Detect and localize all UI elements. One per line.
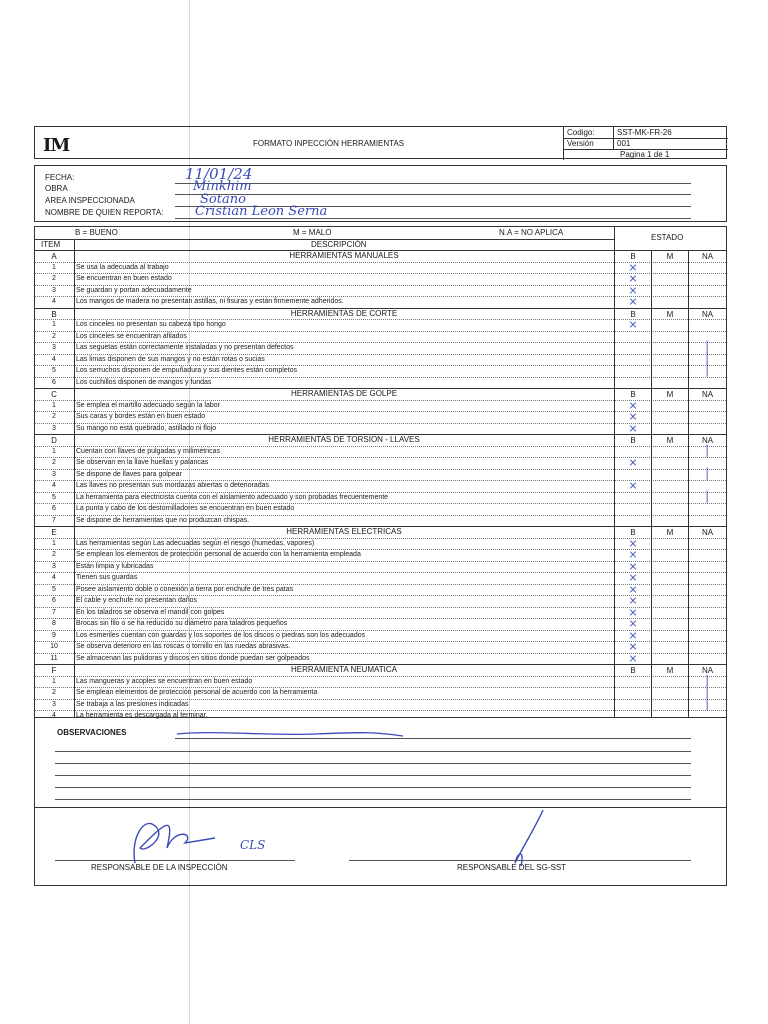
item-number: 1	[52, 321, 56, 328]
col-na-label: NA	[701, 436, 714, 445]
item-number: 3	[52, 286, 56, 294]
item-description: Los cuchillos disponen de mangos y fundas	[76, 378, 212, 386]
check-mark[interactable]: ×	[628, 548, 638, 561]
item-number: 3	[52, 470, 56, 478]
check-mark[interactable]: │	[703, 490, 711, 504]
item-number: 1	[52, 447, 56, 455]
check-mark[interactable]: ×	[628, 640, 638, 653]
check-mark[interactable]: ×	[628, 398, 638, 412]
item-number: 2	[52, 275, 56, 282]
item-description: En los taladros se observa el mandil con golpes	[76, 608, 225, 616]
item-number: 3	[52, 700, 56, 708]
col-m-label: M	[666, 528, 674, 537]
col-m-label: M	[666, 436, 674, 445]
item-number: 3	[52, 344, 56, 351]
fecha-field[interactable]: 11/01/24	[185, 165, 253, 183]
section-title: HERRAMIENTAS DE CORTE	[290, 308, 398, 318]
item-description: La herramienta es descargada al terminar.	[76, 712, 208, 719]
item-number: 1	[52, 677, 56, 685]
item-description: El cable y enchufe no presentan daños	[76, 597, 198, 604]
item-number: 9	[52, 631, 56, 639]
check-mark[interactable]: ×	[628, 651, 638, 665]
section-title: HERRAMIENTAS DE TORSION - LLAVES	[268, 435, 420, 444]
item-description: Están limpia y lubricadas	[76, 562, 154, 570]
obra-label: OBRA	[45, 184, 68, 193]
col-na-label: NA	[701, 390, 714, 399]
code-value: SST-MK-FR-26	[617, 128, 672, 137]
area-label: AREA INSPECCIONADA	[45, 196, 135, 205]
section-header-f	[35, 664, 726, 676]
obra-field[interactable]: Minkhim	[193, 179, 252, 194]
section-id: D	[51, 436, 57, 445]
table-row	[35, 342, 726, 354]
table-row	[35, 457, 726, 469]
item-number: 11	[50, 654, 58, 662]
check-mark[interactable]: ×	[628, 260, 638, 274]
observaciones-label: OBSERVACIONES	[57, 728, 127, 737]
col-m-label: M	[666, 309, 674, 319]
item-description: Se guardan y portan adecuadamente	[76, 286, 192, 294]
legend-malo: M = MALO	[293, 228, 332, 237]
item-description: Se emplean elementos de protección personal de acuerdo con la herramienta	[76, 689, 318, 696]
item-description: Las limas disponen de sus mangos y no están rotas o sucias	[76, 355, 265, 363]
table-row	[35, 676, 726, 688]
item-description: Los esmeriles cuentan con guardas y los soportes de los discos o piedras son los adecuados	[76, 631, 366, 639]
item-number: 4	[52, 712, 56, 719]
check-mark[interactable]: ×	[628, 559, 638, 573]
item-number: 7	[52, 516, 56, 524]
item-description: Su mango no está quebrado, astillado ni flojo	[76, 424, 217, 432]
item-number: 4	[52, 574, 56, 581]
check-mark[interactable]: ×	[628, 582, 638, 596]
check-mark[interactable]: ×	[628, 421, 638, 435]
company-logo: IM	[43, 135, 70, 156]
section-title: HERRAMIENTAS MANUALES	[289, 251, 399, 260]
table-row	[35, 480, 726, 492]
version-label: Versión	[567, 139, 594, 148]
table-row	[35, 423, 726, 435]
item-description: La punta y cabo de los destornilladores se encuentran en buen estado	[76, 505, 295, 512]
check-mark[interactable]: ×	[628, 318, 638, 331]
check-mark[interactable]: ×	[628, 594, 638, 607]
info-box	[34, 165, 727, 222]
item-number: 10	[50, 643, 58, 650]
item-description: Los mangos de madera no presentan astillas, ni fisuras y están firmemente adheridos.	[76, 298, 344, 305]
estado-header: ESTADO	[651, 233, 684, 242]
item-number: 3	[52, 562, 56, 570]
check-mark[interactable]: │	[703, 686, 711, 699]
item-number: 4	[52, 355, 56, 363]
check-mark[interactable]: ×	[628, 536, 638, 550]
item-number: 1	[52, 401, 56, 409]
page-number: Pagina 1 de 1	[620, 150, 670, 159]
check-mark[interactable]: ×	[628, 283, 638, 297]
item-number: 6	[52, 597, 56, 604]
table-row	[35, 296, 726, 308]
check-mark[interactable]: │	[703, 364, 711, 377]
check-mark[interactable]: ×	[628, 456, 638, 469]
check-mark[interactable]: ×	[628, 628, 638, 642]
legend-na: N.A = NO APLICA	[499, 228, 564, 237]
check-mark[interactable]: ×	[628, 272, 638, 285]
item-number: 6	[52, 505, 56, 512]
item-description: Cuentan con llaves de pulgadas y milimétricas	[76, 447, 220, 455]
item-number: 8	[52, 620, 56, 627]
item-number: 2	[52, 459, 56, 466]
item-description: Se dispone de llaves para golpear	[76, 470, 182, 478]
observaciones-box	[34, 718, 727, 808]
item-description: Las seguetas están correctamente instaladas y no presentan defectos	[76, 344, 294, 351]
code-label: Codigo:	[567, 128, 595, 137]
item-description: Se emplea el martillo adecuado según la labor	[76, 401, 220, 409]
table-row	[35, 377, 726, 389]
check-mark[interactable]: ×	[628, 410, 638, 423]
item-number: 2	[52, 332, 56, 340]
signature-left	[105, 808, 245, 868]
item-number: 3	[52, 424, 56, 432]
col-na-label: NA	[701, 252, 714, 261]
item-number: 5	[52, 367, 56, 374]
item-description: Las llaves no presentan sus mordazas abiertas o deterioradas	[76, 482, 269, 489]
table-row	[35, 699, 726, 711]
col-na-label: NA	[701, 309, 714, 319]
table-row	[35, 492, 726, 504]
col-b-label: B	[630, 309, 636, 319]
table-row	[35, 354, 726, 366]
item-description: Se emplean los elementos de protección personal de acuerdo con la herramienta empleada	[76, 551, 361, 558]
item-description: Los cinceles no presentan su cabeza tipo hongo	[76, 321, 226, 328]
signature-label-right: RESPONSABLE DEL SG-SST	[457, 863, 567, 872]
table-row	[35, 319, 726, 331]
item-number: 5	[52, 493, 56, 501]
section-id: A	[51, 252, 57, 261]
table-row	[35, 331, 726, 343]
item-description: Las herramientas según Las adecuadas según el riesgo (humedas, vapores)	[76, 539, 315, 547]
section-id: C	[51, 390, 57, 399]
section-title: HERRAMIENTAS ELECTRICAS	[286, 527, 402, 536]
item-header: ITEM	[41, 240, 61, 249]
form-header	[34, 126, 727, 159]
section-header-d	[35, 434, 726, 446]
signature-right	[495, 808, 555, 870]
check-mark[interactable]: ×	[628, 479, 638, 492]
check-mark[interactable]: │	[703, 467, 711, 481]
item-description: Las mangueras y acoples se encuentran en buen estado	[76, 677, 253, 685]
table-row	[35, 653, 726, 665]
item-number: 4	[52, 482, 56, 489]
form-title: FORMATO INPECCIÓN HERRAMIENTAS	[253, 139, 405, 148]
section-title: HERRAMIENTAS DE GOLPE	[290, 389, 398, 398]
table-row	[35, 515, 726, 527]
table-row	[35, 365, 726, 377]
item-description: Se observa deterioro en las roscas o tornillo en las ruedas abrasivas.	[76, 643, 291, 650]
item-description: Se usa la adecuada al trabajo	[76, 263, 169, 271]
item-description: Se trabaja a las presiones indicadas	[76, 700, 189, 708]
check-mark[interactable]: ×	[628, 605, 638, 619]
reporta-field[interactable]: Cristian Leon Serna	[195, 204, 328, 219]
col-m-label: M	[666, 252, 674, 261]
item-description: Se observan en la llave huellas y palancas	[76, 459, 209, 466]
item-number: 1	[52, 263, 56, 271]
item-description: Se encuentran en buen estado	[76, 275, 172, 282]
item-description: Tienen sus guardas	[76, 574, 138, 581]
item-description: Se almacenan las pulidoras y discos en sitios donde puedan ser golpeados	[76, 654, 310, 662]
signature-box	[34, 808, 727, 886]
check-mark[interactable]: │	[703, 341, 711, 354]
check-mark[interactable]: │	[703, 697, 711, 711]
reporta-label: NOMBRE DE QUIEN REPORTA:	[45, 208, 164, 217]
col-b-label: B	[630, 528, 636, 537]
item-number: 5	[52, 585, 56, 593]
signature-label-left: RESPONSABLE DE LA INSPECCIÓN	[91, 863, 228, 872]
col-b-label: B	[630, 436, 636, 445]
item-description: Los serruchos disponen de empuñadura y sus dientes están completos	[76, 367, 298, 374]
check-mark[interactable]: │	[703, 352, 711, 366]
col-b-label: B	[630, 666, 636, 675]
item-number: 2	[52, 551, 56, 558]
item-number: 4	[52, 298, 56, 305]
legend-bueno: B = BUENO	[75, 228, 118, 237]
section-id: E	[51, 528, 57, 537]
check-mark[interactable]: │	[703, 674, 711, 688]
descripcion-header: DESCRIPCIÓN	[311, 240, 367, 249]
fecha-label: FECHA:	[45, 173, 75, 182]
item-number: 6	[52, 378, 56, 386]
section-title: HERRAMIENTA NEUMATICA	[291, 665, 397, 674]
col-b-label: B	[630, 390, 636, 399]
item-description: La herramienta para electricista cuenta con el aislamiento adecuado y son probadas frecuentemente	[76, 493, 389, 501]
item-description: Brocas sin filo o se ha reducido su diámetro para taladros pequeños	[76, 620, 288, 627]
col-b-label: B	[630, 252, 636, 261]
observaciones-scribble	[175, 726, 405, 742]
check-mark[interactable]: ×	[628, 617, 638, 630]
inspection-table	[34, 226, 727, 718]
item-number: 2	[52, 689, 56, 696]
check-mark[interactable]: ×	[628, 571, 638, 584]
col-na-label: NA	[701, 666, 714, 675]
item-number: 7	[52, 608, 56, 616]
item-description: Los cinceles se encuentran afilados	[76, 332, 187, 340]
col-m-label: M	[666, 666, 674, 675]
item-description: Posee aislamiento doble o conexión a tierra por enchufe de tres patas	[76, 585, 294, 593]
area-field[interactable]: Sotano	[200, 192, 246, 207]
item-number: 2	[52, 413, 56, 420]
section-id: B	[51, 309, 57, 319]
table-row	[35, 687, 726, 699]
col-m-label: M	[666, 390, 674, 399]
col-na-label: NA	[701, 528, 714, 537]
item-number: 1	[52, 539, 56, 547]
version-value: 001	[617, 139, 631, 148]
section-id: F	[51, 666, 57, 675]
check-mark[interactable]: ×	[628, 295, 638, 308]
table-row	[35, 503, 726, 515]
item-description: Sus caras y bordes están en buen estado	[76, 413, 206, 420]
item-description: Se dispone de herramientas que no produzcan chispas.	[76, 516, 250, 524]
signature-initials: CLS	[240, 838, 266, 852]
check-mark[interactable]: │	[703, 444, 711, 458]
